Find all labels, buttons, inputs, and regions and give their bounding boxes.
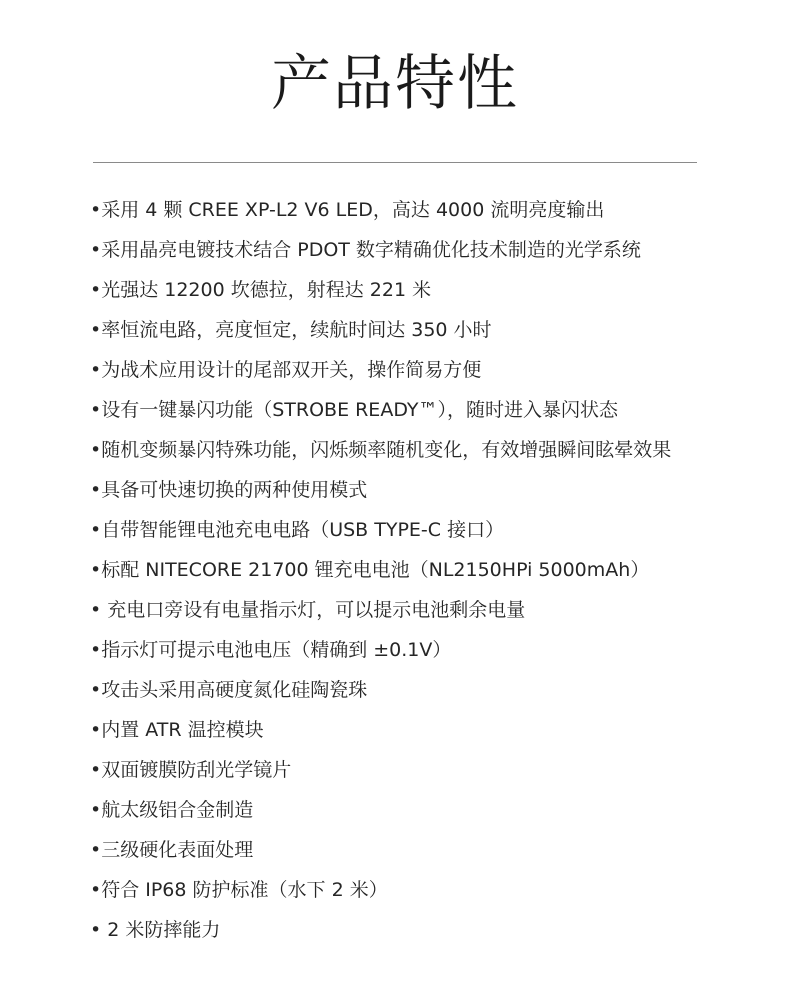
- feature-item: •内置 ATR 温控模块: [90, 719, 264, 741]
- feature-item: •攻击头采用高硬度氮化硅陶瓷珠: [90, 679, 368, 701]
- feature-item: •指示灯可提示电池电压（精确到 ±0.1V）: [90, 639, 452, 661]
- feature-item: •双面镀膜防刮光学镜片: [90, 759, 292, 781]
- feature-item: •三级硬化表面处理: [90, 839, 254, 861]
- feature-item: •率恒流电路，亮度恒定，续航时间达 350 小时: [90, 319, 492, 341]
- feature-item: •采用晶亮电镀技术结合 PDOT 数字精确优化技术制造的光学系统: [90, 239, 641, 261]
- feature-item: • 2 米防摔能力: [90, 919, 221, 941]
- feature-item: • 充电口旁设有电量指示灯，可以提示电池剩余电量: [90, 599, 526, 621]
- feature-item: •光强达 12200 坎德拉，射程达 221 米: [90, 279, 432, 301]
- feature-item: •自带智能锂电池充电电路（USB TYPE-C 接口）: [90, 519, 505, 541]
- page-title: 产品特性: [271, 49, 519, 119]
- feature-list: [90, 190, 780, 950]
- feature-item: •符合 IP68 防护标准（水下 2 米）: [90, 879, 388, 901]
- feature-item: •随机变频暴闪特殊功能，闪烁频率随机变化，有效增强瞬间眩晕效果: [90, 439, 672, 461]
- feature-item: •为战术应用设计的尾部双开关，操作简易方便: [90, 359, 482, 381]
- title-divider: [93, 162, 697, 163]
- feature-item: •航太级铝合金制造: [90, 799, 254, 821]
- feature-item: •采用 4 颗 CREE XP-L2 V6 LED，高达 4000 流明亮度输出: [90, 199, 605, 221]
- feature-item: •具备可快速切换的两种使用模式: [90, 479, 368, 501]
- feature-item: •标配 NITECORE 21700 锂充电电池（NL2150HPi 5000mAh）: [90, 559, 650, 581]
- feature-item: •设有一键暴闪功能（STROBE READY™），随时进入暴闪状态: [90, 399, 619, 421]
